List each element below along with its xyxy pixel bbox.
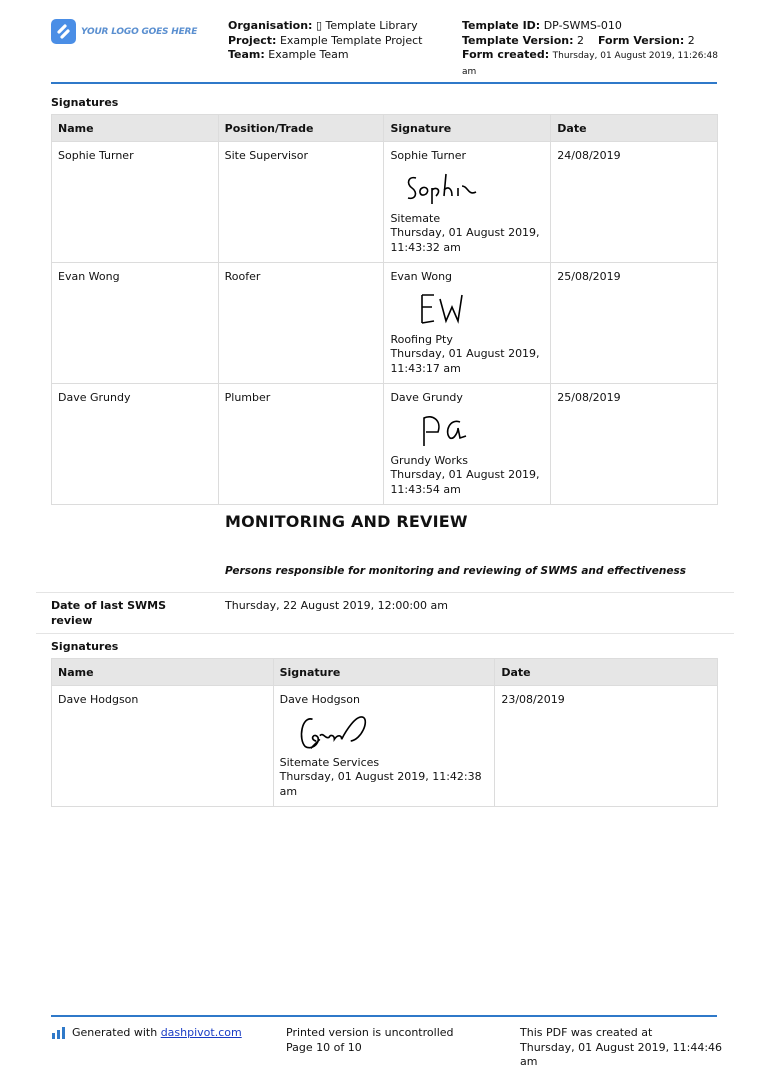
section-title: MONITORING AND REVIEW [225, 512, 468, 531]
column-header-signature: Signature [384, 115, 551, 142]
column-header-date: Date [495, 659, 718, 686]
section-subtitle: Persons responsible for monitoring and reviewing of SWMS and effectiveness [225, 565, 686, 577]
signer-company: Grundy Works [390, 453, 469, 467]
footer-page-info [286, 1026, 454, 1055]
divider [36, 633, 734, 634]
form-created-label: Form created: [462, 48, 550, 61]
signed-time: Thursday, 01 August 2019, 11:42:38 am [279, 770, 482, 798]
project-value: Example Template Project [279, 33, 423, 47]
pdf-created-line-1: This PDF was created at [520, 1026, 653, 1039]
header-template-block [462, 19, 722, 79]
signer-name: Evan Wong [390, 270, 453, 283]
signed-time: Thursday, 01 August 2019, [390, 468, 540, 481]
cell-signature [384, 384, 551, 505]
team-label: Team: [228, 48, 265, 61]
pdf-created-line-2: Thursday, 01 August 2019, 11:44:46 [520, 1040, 723, 1054]
column-header-position: Position/Trade [218, 115, 384, 142]
form-created-value: Thursday, 01 August 2019, 11:26:48 am [462, 51, 718, 77]
signer-company: Sitemate Services [279, 755, 380, 769]
column-header-name: Name [52, 659, 274, 686]
company-logo [51, 19, 197, 44]
divider [36, 592, 734, 593]
template-version-label: Template Version: [462, 33, 574, 47]
cell-signature [384, 142, 551, 263]
cell-position: Roofer [218, 263, 384, 384]
table-row [52, 263, 718, 384]
page-number: Page 10 of 10 [286, 1040, 362, 1054]
cell-position: Plumber [218, 384, 384, 505]
cell-date: 24/08/2019 [551, 142, 718, 263]
footer-pdf-created [520, 1026, 722, 1070]
template-version-value: 2 [576, 33, 584, 47]
project-label: Project: [228, 33, 277, 47]
signer-name: Sophie Turner [390, 149, 467, 162]
template-id-label: Template ID: [462, 19, 541, 32]
signatures-label: Signatures [51, 96, 119, 109]
signature-image [288, 712, 388, 752]
table-row [52, 384, 718, 505]
column-header-name: Name [52, 115, 219, 142]
cell-date: 25/08/2019 [551, 384, 718, 505]
signature-image [402, 289, 492, 329]
footer-generated [52, 1026, 242, 1041]
cell-date: 25/08/2019 [551, 263, 718, 384]
table-header-row [52, 115, 718, 142]
header-divider [51, 82, 717, 84]
table-row [52, 686, 718, 807]
organisation-label: Organisation: [228, 19, 313, 32]
logo-text: YOUR LOGO GOES HERE [81, 26, 198, 37]
table-header-row [52, 659, 718, 686]
signed-time-2: 11:43:54 am [390, 482, 461, 496]
cell-signature [273, 686, 495, 807]
organisation-value: ▯ Template Library [315, 19, 418, 32]
cell-name: Dave Grundy [52, 384, 219, 505]
signer-name: Dave Hodgson [279, 693, 360, 706]
footer-divider [51, 1015, 717, 1017]
review-date-label: Date of last SWMS review [51, 599, 167, 627]
pdf-created-line-3: am [520, 1055, 538, 1068]
signed-time-2: 11:43:32 am [390, 240, 461, 254]
signatures-label-2: Signatures [51, 640, 119, 653]
header-org-block [228, 19, 423, 63]
signer-company: Roofing Pty [390, 332, 453, 346]
template-id-value: DP-SWMS-010 [543, 19, 622, 32]
signed-time: Thursday, 01 August 2019, [390, 226, 540, 239]
cell-signature [384, 263, 551, 384]
signatures-table [51, 114, 718, 505]
signer-name: Dave Grundy [390, 391, 463, 404]
signature-image [402, 168, 492, 208]
cell-name: Evan Wong [52, 263, 219, 384]
dashpivot-bars-icon [52, 1027, 67, 1039]
column-header-date: Date [551, 115, 718, 142]
signer-company: Sitemate [390, 211, 441, 225]
table-row [52, 142, 718, 263]
dashpivot-link[interactable]: dashpivot.com [160, 1026, 242, 1039]
column-header-signature: Signature [273, 659, 495, 686]
signature-image [402, 410, 492, 450]
uncontrolled-notice: Printed version is uncontrolled [286, 1026, 454, 1039]
review-date-value: Thursday, 22 August 2019, 12:00:00 am [225, 599, 448, 612]
review-signatures-table [51, 658, 718, 807]
generated-text: Generated with [72, 1026, 158, 1039]
team-value: Example Team [268, 48, 349, 61]
cell-name: Dave Hodgson [52, 686, 274, 807]
logo-icon [51, 19, 76, 44]
signed-time-2: 11:43:17 am [390, 361, 461, 375]
cell-name: Sophie Turner [52, 142, 219, 263]
cell-date: 23/08/2019 [495, 686, 718, 807]
form-version-label: Form Version: [597, 33, 685, 47]
cell-position: Site Supervisor [218, 142, 384, 263]
form-version-value: 2 [687, 33, 695, 47]
signed-time: Thursday, 01 August 2019, [390, 347, 540, 360]
